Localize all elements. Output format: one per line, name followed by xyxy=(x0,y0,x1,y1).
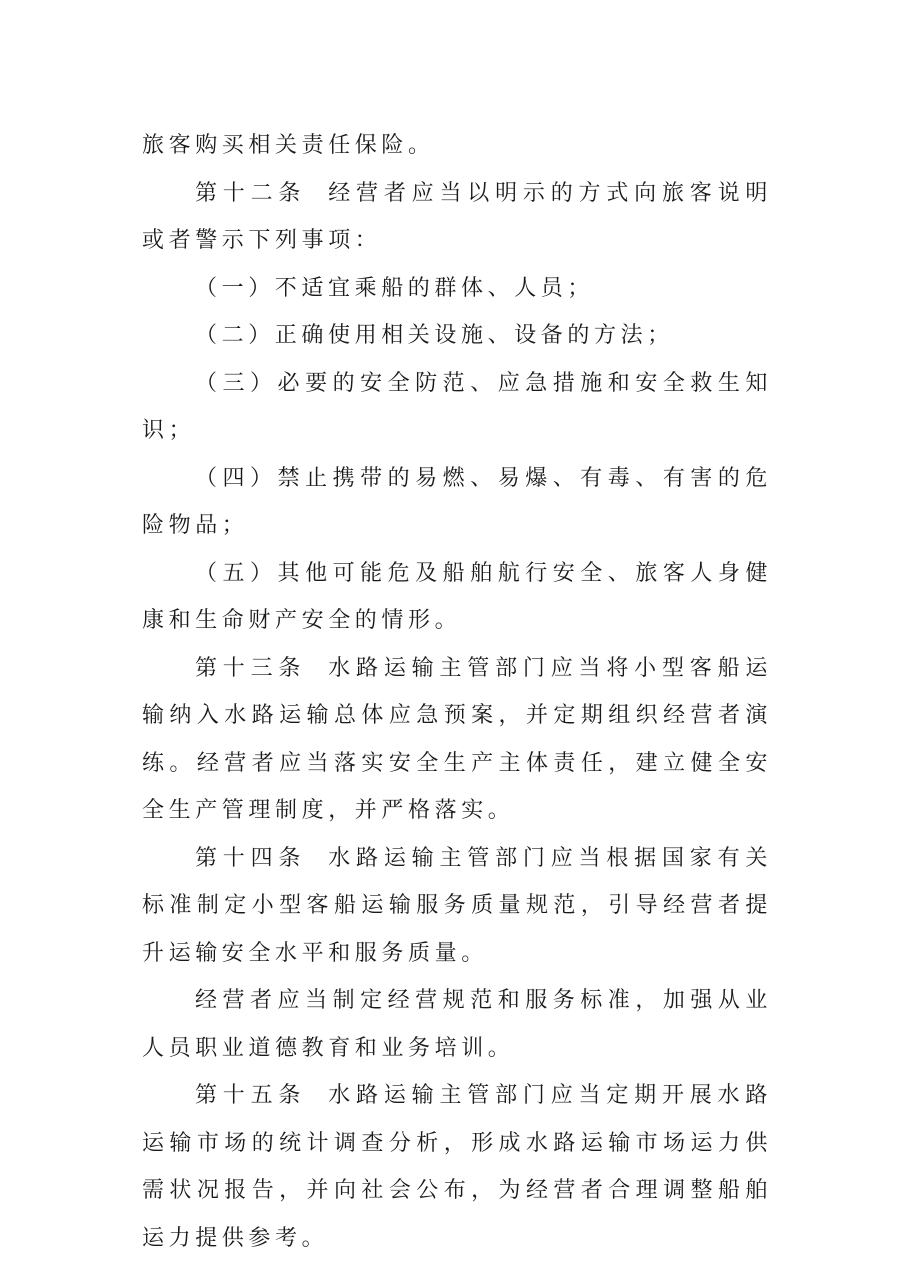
paragraph-text: 水路运输主管部门应当将小型客船运输纳入水路运输总体应急预案，并定期组织经营者演练。经营者应当落实安全生产主体责任，建立健全安全生产管理制度，并严格落实。 xyxy=(142,655,772,823)
paragraph-text: （五）其他可能危及船舶航行安全、旅客人身健康和生命财产安全的情形。 xyxy=(142,560,772,633)
paragraph-text: （一）不适宜乘船的群体、人员； xyxy=(195,275,595,301)
list-item-1 xyxy=(142,265,772,313)
article-14 xyxy=(142,835,772,978)
article-number: 第十二条 xyxy=(195,180,307,206)
article-number: 第十三条 xyxy=(195,655,307,681)
paragraph-text: （三）必要的安全防范、应急措施和安全救生知识； xyxy=(142,370,772,443)
list-item-3 xyxy=(142,360,772,455)
paragraph-text: 水路运输主管部门应当定期开展水路运输市场的统计调查分析，形成水路运输市场运力供需状况报告，并向社会公布，为经营者合理调整船舶运力提供参考。 xyxy=(142,1083,772,1251)
paragraph-text: 旅客购买相关责任保险。 xyxy=(142,133,435,158)
article-14-paragraph-2 xyxy=(142,977,772,1072)
paragraph-text: （二）正确使用相关设施、设备的方法； xyxy=(195,323,674,348)
paragraph-text: 经营者应当以明示的方式向旅客说明或者警示下列事项： xyxy=(142,180,772,253)
list-item-2 xyxy=(142,312,772,360)
paragraph-text: 水路运输主管部门应当根据国家有关标准制定小型客船运输服务质量规范，引导经营者提升运输安全水平和服务质量。 xyxy=(142,845,772,966)
article-12 xyxy=(142,170,772,265)
article-number: 第十五条 xyxy=(195,1083,307,1108)
paragraph-text: 经营者应当制定经营规范和服务标准，加强从业人员职业道德教育和业务培训。 xyxy=(142,988,772,1061)
article-15 xyxy=(142,1072,772,1262)
list-item-5 xyxy=(142,550,772,645)
document-body xyxy=(142,122,772,1262)
article-number: 第十四条 xyxy=(195,845,307,871)
article-13 xyxy=(142,645,772,835)
paragraph-text: （四）禁止携带的易燃、易爆、有毒、有害的危险物品； xyxy=(142,465,772,538)
list-item-4 xyxy=(142,455,772,550)
paragraph-continuation xyxy=(142,122,772,170)
